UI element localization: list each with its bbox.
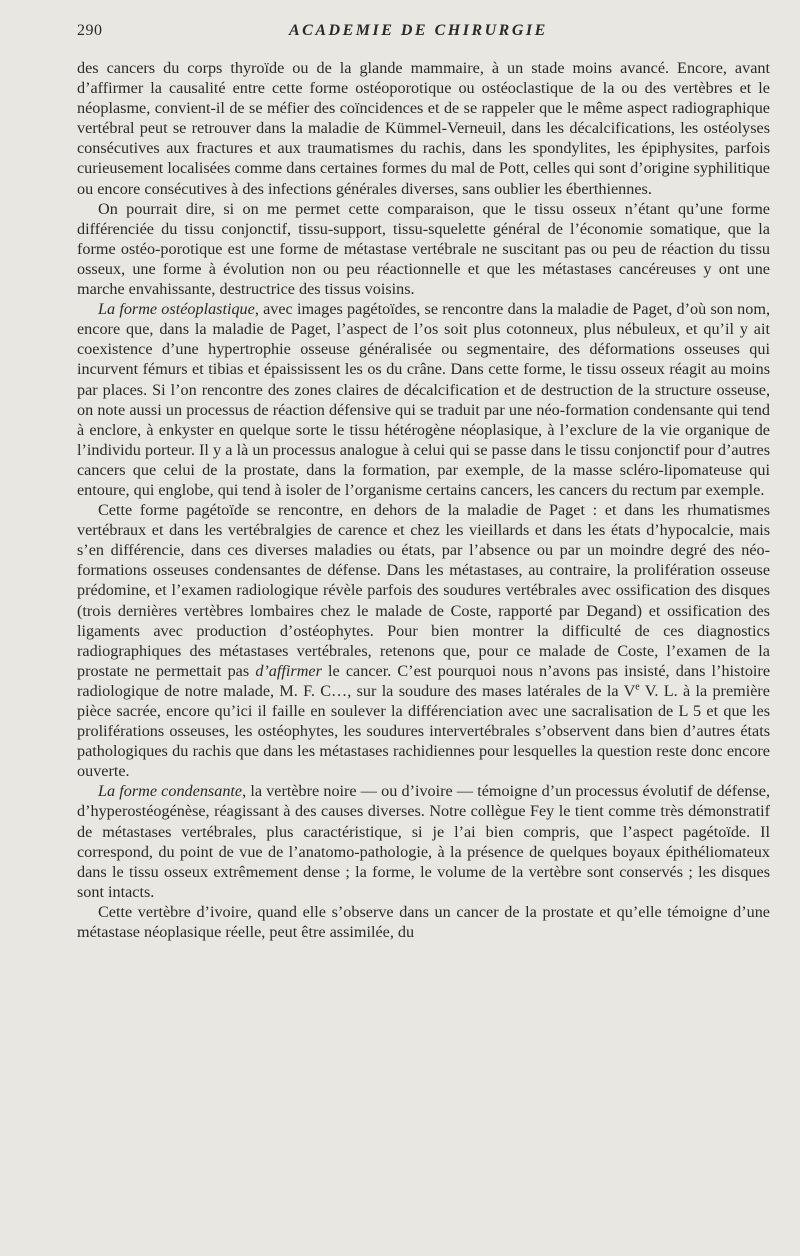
paragraph [77, 58, 770, 199]
text-run: , la vertèbre noire — ou d’ivoire — témoigne d’un processus évolutif de défense, d’hyperostéogénèse, réagissant à des causes diverses. Notre collègue Fey le tient comme très démonstratif de métastases vertébrales, plus caractéristique, si je l’ai bien compris, que l’aspect pagétoïde. Il correspond, du point de vue de l’anatomo-pathologie, à la présence de quelques boyaux épithéliomateux dans le tissu osseux extrêmement dense ; la forme, le volume de la vertèbre sont conservés ; les disques sont intacts. [77, 782, 770, 901]
paragraph [77, 299, 770, 500]
paragraph [77, 199, 770, 299]
body-text [77, 58, 770, 942]
paragraph [77, 781, 770, 902]
text-run: des cancers du corps thyroïde ou de la glande mammaire, à un stade moins avancé. Encore, avant d’affirmer la causalité entre cette forme ostéoporotique ou ostéoclastique de la ou des vertèbres et le néoplasme, convient-il de se méfier des coïncidences et de se rappeler que le même aspect radiographique vertébral peut se retrouver dans la maladie de Kümmel-Verneuil, dans les décalcifications, les ostéolyses consécutives aux fractures et aux traumatismes du rachis, dans les spondylites, les épiphysites, parfois curieusement localisées comme dans certaines formes du mal de Pott, celles qui sont d’origine syphilitique ou encore consécutives à des infections générales diverses, sans oublier les éberthiennes. [77, 59, 770, 198]
paragraph [77, 500, 770, 781]
page-number: 290 [77, 22, 103, 39]
italic-text: La forme ostéoplastique [98, 300, 255, 319]
text-run: On pourrait dire, si on me permet cette comparaison, que le tissu osseux n’étant qu’une forme différenciée du tissu conjonctif, tissu-support, tissu-squelette général de l’économie somatique, que la forme ostéo-porotique est une forme de métastase vertébrale ne suscitant pas ou peu de réaction du tissu osseux, une forme à évolution non ou peu réactionnelle et que les métastases cancéreuses y ont une marche envahissante, destructrice des tissus voisins. [77, 199, 770, 299]
superscript-text: e [635, 681, 640, 693]
italic-text: d’affirmer [255, 661, 322, 680]
italic-text: La forme condensante [98, 782, 243, 801]
running-head [77, 22, 770, 48]
text-run: Cette vertèbre d’ivoire, quand elle s’observe dans un cancer de la prostate et qu’elle témoigne d’une métastase néoplasique réelle, peut être assimilée, du [77, 902, 770, 942]
text-run: , avec images pagétoïdes, se rencontre dans la maladie de Paget, d’où son nom, encore que, dans la maladie de Paget, l’aspect de l’os soit plus cotonneux, plus nébuleux, et qu’il y ait coexistence d’une hypertrophie osseuse généralisée ou segmentaire, des déformations osseuses qui incurvent fémurs et tibias et épaississent les os du crâne. Dans cette forme, le tissu osseux réagit au moins par places. Si l’on rencontre des zones claires de décalcification et de destruction de la structure osseuse, on note aussi un processus de réaction défensive qui se traduit par une néo-formation condensante qui tend à enclore, à enkyster en quelque sorte le tissu hétérogène néoplasique, à l’exclure de la vie organique de l’individu porteur. Il y a là un processus analogue à celui qui se passe dans le tissu conjonctif pour d’autres cancers que celui de la prostate, dans la formation, par exemple, de la masse scléro-lipomateuse qui entoure, qui englobe, qui tend à isoler de l’organisme certains cancers, les cancers du rectum par exemple. [77, 300, 770, 499]
journal-title: ACADEMIE DE CHIRURGIE [289, 22, 548, 39]
text-run: Cette forme pagétoïde se rencontre, en dehors de la maladie de Paget : et dans les rhumatismes vertébraux et dans les vertébralgies de carence et chez les vieillards et dans les états d’hypocalcie, mais s’en différencie, dans ces diverses maladies ou états, par l’absence ou par un moindre degré des néo-formations osseuses condensantes de défense. Dans les métastases, au contraire, la prolifération osseuse prédomine, et l’examen radiologique révèle parfois des soudures vertébrales avec ossification des disques (trois dernières vertèbres lombaires chez le malade de Coste, rapporté par Degand) et ossification des ligaments avec production d’ostéophytes. Pour bien montrer la difficulté de ces diagnostics radiographiques des métastases vertébrales, retenons que, pour ce malade de Coste, l’examen de la prostate ne permettait pas [77, 501, 770, 680]
text-run: le cancer. C’est pourquoi nous n’avons pas insisté, dans l’histoire radiologique de notre malade, M. F. C…, sur la soudure des mases latérales de la V [77, 661, 770, 700]
text-run: V. L. à la première pièce sacrée, encore qu’ici il faille en soulever la différenciation avec une sacralisation de L 5 et que les proliférations osseuses, les ostéophytes, les soudures intervertébrales s’observent dans bien d’autres états pathologiques du rachis que dans les métastases rachidiennes pour lesquelles la question reste donc encore ouverte. [77, 681, 770, 781]
paragraph [77, 902, 770, 942]
